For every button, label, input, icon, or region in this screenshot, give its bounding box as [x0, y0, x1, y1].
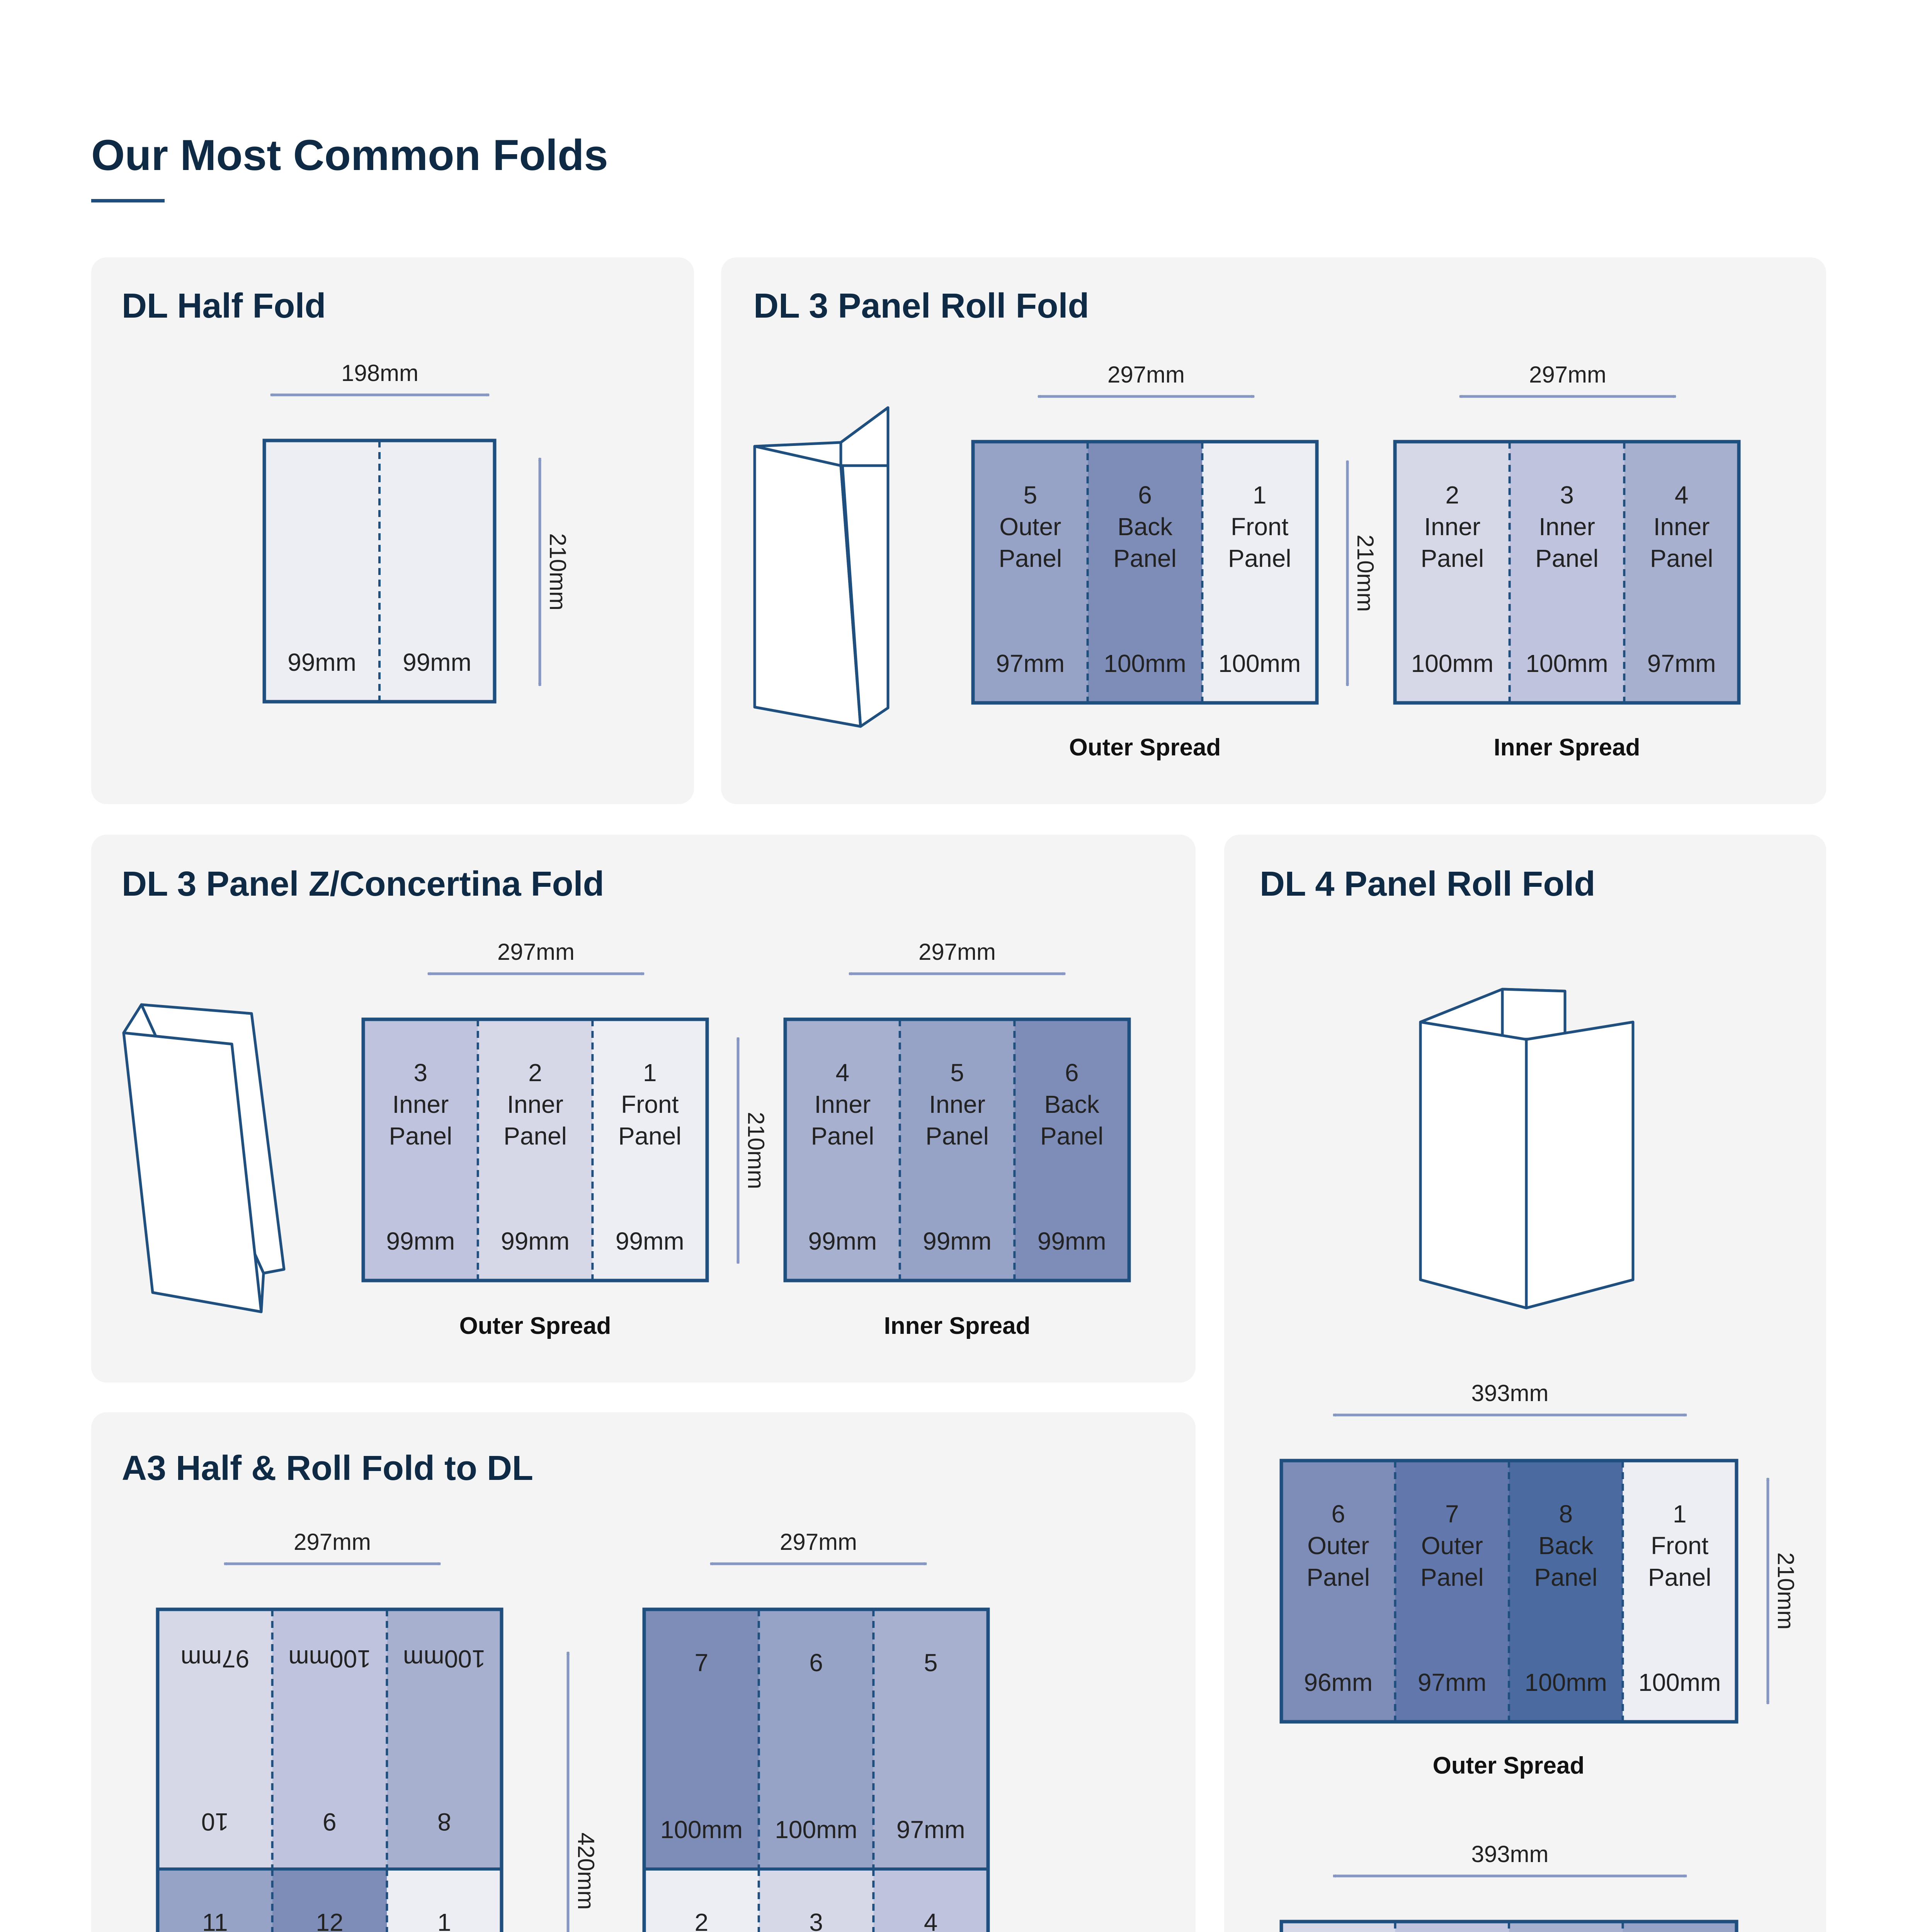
dl3-roll-outer-panels-panel-1-size: 97mm — [996, 650, 1065, 677]
dl3-roll-outer-panels-panel-1-line-2: Outer — [999, 513, 1061, 541]
a3-outer-bottom-panels-panel-2-line-1: 12 — [316, 1908, 344, 1932]
dl3-z-inner-width-dimension-label: 297mm — [918, 939, 996, 965]
a3-outer-top-panels-panel-2-label: 9 — [323, 1808, 337, 1836]
a3-inner-bottom-panels-panel-3-line-1: 4 — [924, 1908, 938, 1932]
dl4-outer-panels-panel-3-size: 100mm — [1524, 1668, 1607, 1696]
dl3-z-inner-panels — [785, 1019, 1129, 1281]
dl3-z-outer-panels-panel-3-size: 99mm — [615, 1227, 684, 1255]
a3-outer-bottom-panels-panel-1-line-1: 11 — [202, 1908, 228, 1932]
dl3-roll-outer-panels-panel-1-line-3: Panel — [998, 544, 1062, 572]
dl3-roll-inner-panels-panel-1-line-1: 2 — [1445, 481, 1459, 509]
dl3-z-inner-panels-panel-2-size: 99mm — [923, 1227, 992, 1255]
dl3-roll-outer-panels-panel-2-line-1: 6 — [1138, 481, 1152, 509]
card-title-dl3-z: DL 3 Panel Z/Concertina Fold — [122, 865, 604, 903]
dl4-outer-panels-panel-4-line-1: 1 — [1672, 1500, 1687, 1528]
dl3-roll-outer-panels-panel-2-line-2: Back — [1117, 513, 1173, 541]
dl3-roll-outer-panels-panel-2-line-3: Panel — [1113, 544, 1177, 572]
dl3-roll-inner-panels-panel-2-line-2: Inner — [1539, 513, 1595, 541]
dl3-z-height-dimension-label: 210mm — [743, 1112, 769, 1189]
dl4-outer-panels-panel-3-line-1: 8 — [1559, 1500, 1573, 1528]
dl3-z-inner-panels-panel-2-line-2: Inner — [929, 1090, 985, 1118]
dl3-z-inner-panels-panel-1-size: 99mm — [808, 1227, 877, 1255]
dl3-roll-inner-panels-panel-1-line-2: Inner — [1424, 513, 1481, 541]
dl3-roll-inner-panels-panel-3-line-2: Inner — [1653, 513, 1710, 541]
dl3-roll-outer-panels-panel-3-line-3: Panel — [1228, 544, 1291, 572]
dl3-roll-inner-panels-panel-2-line-3: Panel — [1535, 544, 1599, 572]
dl3-z-inner-spread-label: Inner Spread — [884, 1313, 1031, 1339]
dl3-z-inner-panels-panel-3-size: 99mm — [1037, 1227, 1106, 1255]
a3-inner-top-panels-panel-2-size: 100mm — [775, 1816, 857, 1844]
dl3-roll-outer-panels-panel-3-line-2: Front — [1230, 513, 1289, 541]
a3-inner-top-panels-panel-3-size: 97mm — [896, 1816, 965, 1844]
dl4-outer-panels — [1281, 1461, 1737, 1722]
dl4-outer-panels-panel-4-line-2: Front — [1651, 1532, 1709, 1560]
a3-inner-top-panels-panel-3-line-1: 5 — [924, 1649, 938, 1677]
dl-half-panels — [264, 440, 495, 702]
a3-outer-top-panels-panel-3-size: 100mm — [403, 1645, 486, 1673]
a3-outer-bottom-panels — [158, 1869, 502, 1932]
dl3-z-outer-width-dimension-label: 297mm — [497, 939, 575, 965]
a3-inner-bottom-panels — [644, 1869, 988, 1932]
a3-inner-top-panels — [644, 1609, 988, 1869]
a3-inner-top-panels-panel-1-size: 100mm — [660, 1816, 743, 1844]
dl4-outer-panels-panel-2-size: 97mm — [1417, 1668, 1487, 1696]
dl4-outer-panels-panel-3-line-2: Back — [1538, 1532, 1594, 1560]
dl4-outer-panels-panel-3-line-3: Panel — [1534, 1563, 1598, 1591]
dl3-roll-inner-panels-panel-1-size: 100mm — [1411, 650, 1494, 677]
dl3-z-outer-panels-panel-2-size: 99mm — [501, 1227, 570, 1255]
roll-fold-illustration — [755, 408, 888, 726]
dl4-outer-height-dimension-label: 210mm — [1773, 1552, 1799, 1630]
title-underline — [91, 199, 165, 202]
dl4-inner-width-dimension-label: 393mm — [1471, 1841, 1549, 1867]
dl4-outer-panels-panel-2-line-1: 7 — [1445, 1500, 1459, 1528]
card-title-a3: A3 Half & Roll Fold to DL — [122, 1449, 533, 1488]
a3-outer-top-panels-panel-1-label: 10 — [201, 1808, 229, 1836]
a3-outer-top-panels-panel-1-size: 97mm — [180, 1645, 250, 1673]
dl4-outer-panels-panel-1-size: 96mm — [1304, 1668, 1373, 1696]
dl4-outer-width-dimension-label: 393mm — [1471, 1380, 1549, 1406]
dl3-roll-inner-panels-panel-2-line-1: 3 — [1560, 481, 1574, 509]
dl3-z-outer-panels — [363, 1019, 707, 1281]
dl3-z-outer-panels-panel-2-line-1: 2 — [528, 1059, 542, 1087]
dl3-roll-outer-panels-panel-1-line-1: 5 — [1023, 481, 1038, 509]
dl3-roll-outer-width-dimension-label: 297mm — [1107, 362, 1185, 388]
dl4-inner-panels — [1281, 1922, 1737, 1932]
a3-inner-width-dimension-label: 297mm — [779, 1529, 857, 1555]
dl3-z-outer-panels-panel-3-line-1: 1 — [643, 1059, 657, 1087]
dl4-outer-panels-panel-2-line-2: Outer — [1421, 1532, 1483, 1560]
dl3-roll-inner-panels-panel-3-line-3: Panel — [1650, 544, 1713, 572]
dl-half-panels-panel-1-size: 99mm — [287, 648, 356, 676]
card-title-dl4-roll: DL 4 Panel Roll Fold — [1260, 865, 1596, 903]
dl4-outer-panels-panel-1-line-1: 6 — [1331, 1500, 1345, 1528]
page-title: Our Most Common Folds — [91, 131, 608, 179]
dl3-z-outer-panels-panel-3-line-2: Front — [621, 1090, 679, 1118]
a3-inner-top-panels-panel-2-line-1: 6 — [809, 1649, 823, 1677]
dl3-roll-outer-panels-panel-3-size: 100mm — [1218, 650, 1301, 677]
dl4-outer-panels-panel-2-line-3: Panel — [1420, 1563, 1484, 1591]
dl3-roll-inner-panels-panel-3-line-1: 4 — [1674, 481, 1689, 509]
a3-outer-top-panels-panel-2-size: 100mm — [288, 1645, 371, 1673]
dl3-z-outer-panels-panel-1-size: 99mm — [386, 1227, 455, 1255]
dl4-outer-spread-label: Outer Spread — [1432, 1752, 1585, 1779]
a3-inner-top-panels-panel-1-line-1: 7 — [694, 1649, 709, 1677]
dl-half-height-dimension-label: 210mm — [545, 533, 571, 611]
dl3-roll-inner-panels — [1395, 442, 1739, 703]
dl3-roll-height-dimension-label: 210mm — [1352, 534, 1379, 612]
dl3-z-inner-panels-panel-1-line-1: 4 — [835, 1059, 850, 1087]
dl3-z-outer-panels-panel-1-line-1: 3 — [413, 1059, 428, 1087]
dl3-roll-outer-panels-panel-3-line-1: 1 — [1252, 481, 1267, 509]
a3-inner-bottom-panels-panel-2-line-1: 3 — [809, 1908, 823, 1932]
dl3-roll-inner-panels-panel-1-line-3: Panel — [1420, 544, 1484, 572]
dl3-z-inner-panels-panel-3-line-1: 6 — [1065, 1059, 1079, 1087]
dl4-outer-panels-panel-1-line-2: Outer — [1307, 1532, 1369, 1560]
dl3-z-outer-panels-panel-1-line-2: Inner — [392, 1090, 449, 1118]
card-title-dl3-roll: DL 3 Panel Roll Fold — [754, 287, 1089, 325]
dl3-roll-inner-spread-label: Inner Spread — [1493, 734, 1640, 761]
dl3-z-inner-panels-panel-1-line-2: Inner — [814, 1090, 871, 1118]
dl4-outer-panels-panel-4-line-3: Panel — [1648, 1563, 1711, 1591]
dl-half-width-dimension-label: 198mm — [341, 360, 419, 386]
a3-inner-bottom-panels-panel-1-line-1: 2 — [694, 1908, 709, 1932]
dl3-z-inner-panels-panel-2-line-1: 5 — [950, 1059, 964, 1087]
dl3-z-outer-spread-label: Outer Spread — [459, 1313, 611, 1339]
dl4-outer-panels-panel-1-line-3: Panel — [1306, 1563, 1370, 1591]
dl3-z-outer-panels-panel-2-line-2: Inner — [507, 1090, 563, 1118]
dl3-roll-outer-spread-label: Outer Spread — [1069, 734, 1221, 761]
dl3-z-outer-panels-panel-1-line-3: Panel — [389, 1122, 452, 1150]
dl4-outer-panels-panel-4-size: 100mm — [1638, 1668, 1721, 1696]
a3-outer-top-panels — [158, 1609, 502, 1869]
dl3-roll-inner-panels-panel-2-size: 100mm — [1526, 650, 1608, 677]
card-title-dl-half: DL Half Fold — [122, 287, 326, 325]
a3-outer-width-dimension-label: 297mm — [293, 1529, 371, 1555]
dl3-z-outer-panels-panel-2-line-3: Panel — [503, 1122, 567, 1150]
dl4-fold-illustration — [1420, 989, 1633, 1308]
a3-outer-bottom-panels-panel-3-line-1: 1 — [437, 1908, 451, 1932]
dl3-roll-inner-width-dimension-label: 297mm — [1529, 362, 1607, 388]
a3-outer-top-panels-panel-3-label: 8 — [437, 1808, 451, 1836]
dl3-z-inner-panels-panel-3-line-2: Back — [1044, 1090, 1099, 1118]
dl3-z-inner-panels-panel-3-line-3: Panel — [1040, 1122, 1104, 1150]
dl3-z-outer-panels-panel-3-line-3: Panel — [618, 1122, 682, 1150]
dl3-roll-outer-panels — [973, 442, 1317, 703]
dl-half-panels-panel-2-size: 99mm — [403, 648, 471, 676]
dl3-roll-inner-panels-panel-3-size: 97mm — [1647, 650, 1716, 677]
dl3-z-inner-panels-panel-2-line-3: Panel — [925, 1122, 989, 1150]
dl3-roll-outer-panels-panel-2-size: 100mm — [1104, 650, 1186, 677]
a3-height-dimension-label: 420mm — [573, 1832, 599, 1910]
dl3-z-inner-panels-panel-1-line-3: Panel — [811, 1122, 874, 1150]
